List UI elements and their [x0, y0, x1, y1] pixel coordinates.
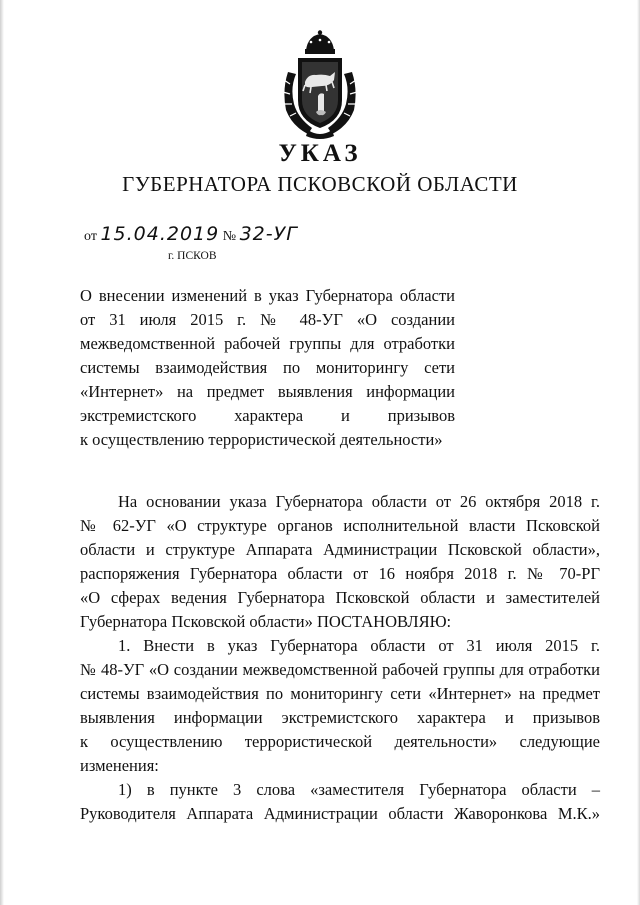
handwritten-date: 15.04.2019	[100, 223, 220, 245]
pskov-coat-of-arms-icon	[278, 30, 362, 140]
city-label: г. ПСКОВ	[168, 250, 217, 262]
scan-edge-left	[0, 0, 4, 905]
document-issuer: ГУБЕРНАТОРА ПСКОВСКОЙ ОБЛАСТИ	[122, 172, 518, 196]
body-line: области и структуре Аппарата Администрации Псковской области»,	[80, 540, 600, 559]
document-subject	[80, 284, 455, 452]
subject-line: экстремистского характера и призывов	[80, 406, 455, 425]
date-number-line	[84, 223, 298, 245]
body-line: № 48-УГ «О создании межведомственной рабочей группы для отработки	[80, 660, 600, 679]
subject-line: системы взаимодействия по мониторингу сети	[80, 358, 455, 377]
subject-line: О внесении изменений в указ Губернатора области	[80, 286, 455, 305]
subject-line: «Интернет» на предмет выявления информации	[80, 382, 455, 401]
document-body	[80, 490, 600, 826]
body-line: к осуществлению террористической деятельности» следующие	[80, 732, 600, 751]
body-line: системы взаимодействия по мониторингу сети «Интернет» на предмет	[80, 684, 600, 703]
handwritten-number: 32-УГ	[239, 223, 298, 245]
body-line: Руководителя Аппарата Администрации области Жаворонкова М.К.»	[80, 804, 600, 823]
date-prefix: от	[84, 229, 97, 244]
body-line: выявления информации экстремистского характера и призывов	[80, 708, 600, 727]
subject-line: к осуществлению террористической деятельности»	[80, 430, 443, 449]
body-line: распоряжения Губернатора области от 16 ноября 2018 г. № 70-РГ	[80, 564, 600, 583]
document-type-title: УКАЗ	[278, 140, 362, 167]
subject-line: от 31 июля 2015 г. № 48-УГ «О создании	[80, 310, 455, 329]
body-line: 1) в пункте 3 слова «заместителя Губернатора области –	[118, 780, 600, 799]
number-sign: №	[222, 229, 237, 244]
body-line: 1. Внести в указ Губернатора области от 31 июля 2015 г.	[118, 636, 600, 655]
body-line: «О сферах ведения Губернатора Псковской области и заместителей	[80, 588, 600, 607]
body-line: изменения:	[80, 756, 159, 775]
subject-line: межведомственной рабочей группы для отработки	[80, 334, 455, 353]
body-line: Губернатора Псковской области» ПОСТАНОВЛЯЮ:	[80, 612, 452, 631]
body-line: На основании указа Губернатора области от 26 октября 2018 г.	[118, 492, 600, 511]
body-line: № 62-УГ «О структуре органов исполнительной власти Псковской	[80, 516, 600, 535]
